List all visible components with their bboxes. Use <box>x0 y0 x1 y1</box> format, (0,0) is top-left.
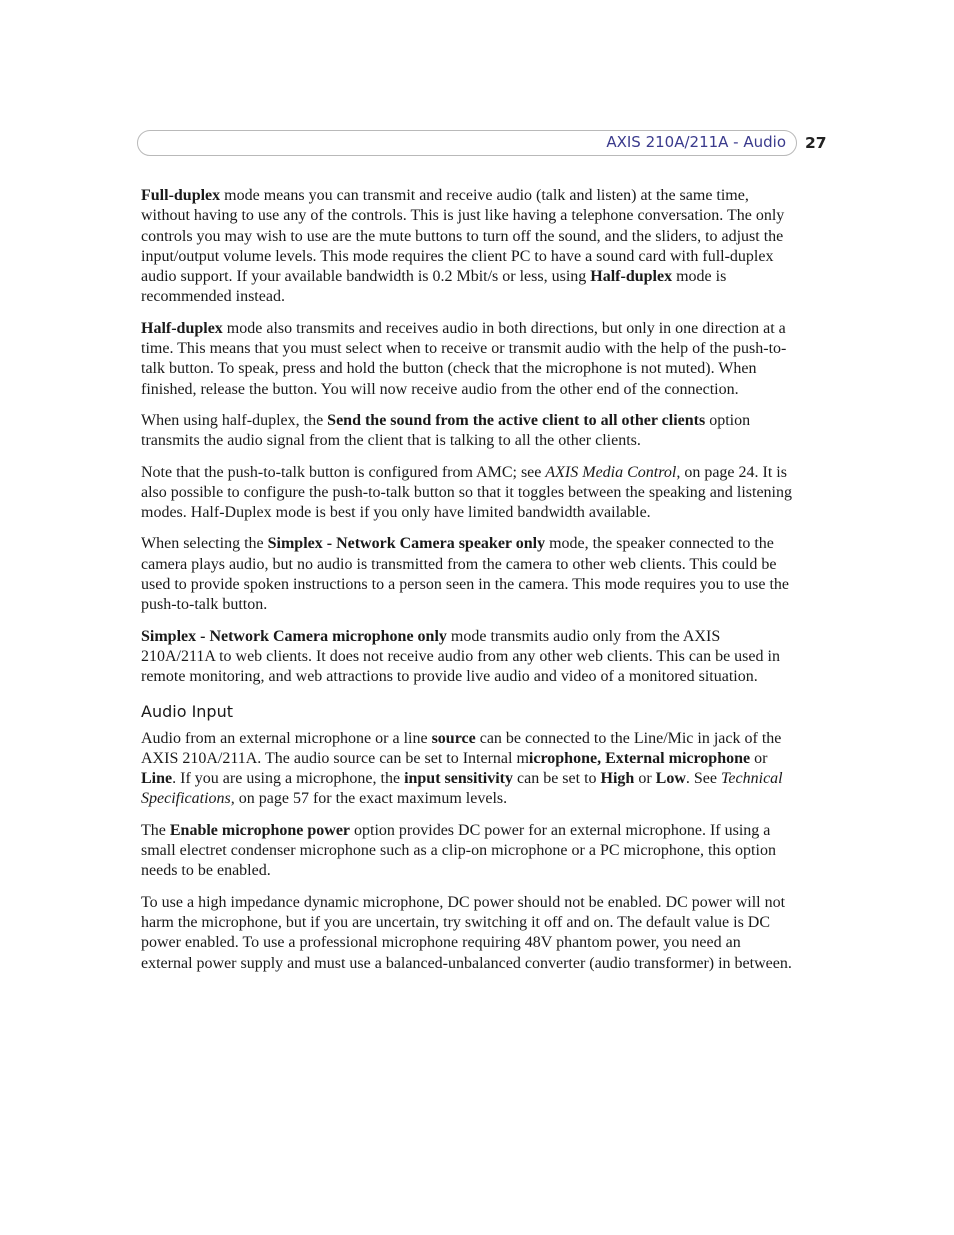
text-run: can be connected to the Line/Mic in jack of the AXIS 210A/211A. The audio source can be set to Internal m <box>141 729 782 767</box>
text-run: mode, the speaker connected to the camera plays audio, but no audio is transmitted from the camera to other web clients. This could be used to provide spoken instructions to a person seen in the camera. This mode requires you to use the push-to-talk button. <box>141 535 789 614</box>
reference-axis-media-control: AXIS Media Control, <box>545 463 681 481</box>
text-run: or <box>634 770 656 788</box>
text-run: on page 57 for the exact maximum levels. <box>234 790 508 808</box>
option-enable-microphone-power: Enable microphone power <box>169 821 351 839</box>
term-half-duplex: Half-duplex <box>590 268 673 286</box>
paragraph-send-sound <box>141 411 793 452</box>
reference-technical-specifications: Technical Specifications, <box>141 770 783 808</box>
paragraph-enable-microphone-power <box>141 821 793 882</box>
paragraph-simplex-speaker <box>141 534 793 615</box>
text-run: When selecting the <box>141 535 268 553</box>
text-run: mode means you can transmit and receive audio (talk and listen) at the same time, without having to use any of the controls. This is just like having a telephone conversation. The only controls you may wish to use are the mute buttons to turn off the sound, and the sliders, to adjust the input/output volume levels. This mode requires the client PC to have a sound card with full-duplex audio support. If your available bandwidth is 0.2 Mbit/s or less, using <box>141 187 785 286</box>
term-high: High <box>600 770 635 788</box>
text-run: Note that the push-to-talk button is configured from AMC; see <box>141 463 546 481</box>
term-simplex-speaker: Simplex - Network Camera speaker only <box>267 535 546 553</box>
term-simplex-microphone: Simplex - Network Camera microphone only <box>141 627 447 645</box>
text-run: can be set to <box>512 770 601 788</box>
text-run: The <box>141 821 170 839</box>
text-run: mode is recommended instead. <box>141 268 727 306</box>
paragraph-dc-power <box>141 893 793 974</box>
term-microphone-external: icrophone, External microphone <box>528 749 751 767</box>
text-run: option transmits the audio signal from the client that is talking to all the other clients. <box>141 411 751 450</box>
paragraph-push-to-talk <box>141 463 793 524</box>
text-run: on page 24. It is also possible to configure the push-to-talk button so that it toggles between the speaking and listening modes. Half-Duplex mode is best if you only have limited bandwidth available. <box>141 463 792 522</box>
text-run: . See <box>685 770 721 788</box>
term-source: source <box>431 729 476 747</box>
header-title: AXIS 210A/211A - Audio <box>606 133 786 151</box>
paragraph-half-duplex <box>141 319 793 400</box>
page-number: 27 <box>805 134 827 152</box>
paragraph-simplex-microphone <box>141 627 793 688</box>
term-low: Low <box>655 770 686 788</box>
text-run: Audio from an external microphone or a line <box>141 729 432 747</box>
text-run: mode transmits audio only from the AXIS 210A/211A to web clients. It does not receive audio from any other web clients. This can be used in remote monitoring, and web attractions to provide live audio and video of a monitored situation. <box>141 627 780 686</box>
text-run: or <box>750 749 768 767</box>
text-run: option provides DC power for an external microphone. If using a small electret condenser microphone such as a clip-on microphone or a PC microphone, this option needs to be enabled. <box>141 821 776 880</box>
text-run: When using half-duplex, the <box>141 411 328 429</box>
option-send-sound: Send the sound from the active client to all other clients <box>327 411 706 429</box>
paragraph-audio-input <box>141 729 793 810</box>
term-full-duplex: Full-duplex <box>141 187 221 204</box>
paragraph-full-duplex <box>141 186 793 308</box>
term-input-sensitivity: input sensitivity <box>404 770 513 788</box>
text-run: mode also transmits and receives audio in both directions, but only in one direction at a time. This means that you must select when to receive or transmit audio with the help of the push-to-talk button. To speak, press and hold the button (check that the microphone is not muted). When finished, release the button. You will now receive audio from the other end of the connection. <box>141 319 787 398</box>
section-heading-audio-input: Audio Input <box>141 701 233 721</box>
text-run: . If you are using a microphone, the <box>172 770 405 788</box>
text-run: To use a high impedance dynamic microphone, DC power should not be enabled. DC power will not harm the microphone, but if you are uncertain, try switching it off and on. The default value is DC power enabled. To use a professional microphone requiring 48V phantom power, you need an external power supply and must use a balanced-unbalanced converter (audio transformer) in between. <box>141 893 792 972</box>
page-content <box>141 186 793 985</box>
term-half-duplex: Half-duplex <box>141 319 223 337</box>
term-line: Line <box>141 770 173 788</box>
